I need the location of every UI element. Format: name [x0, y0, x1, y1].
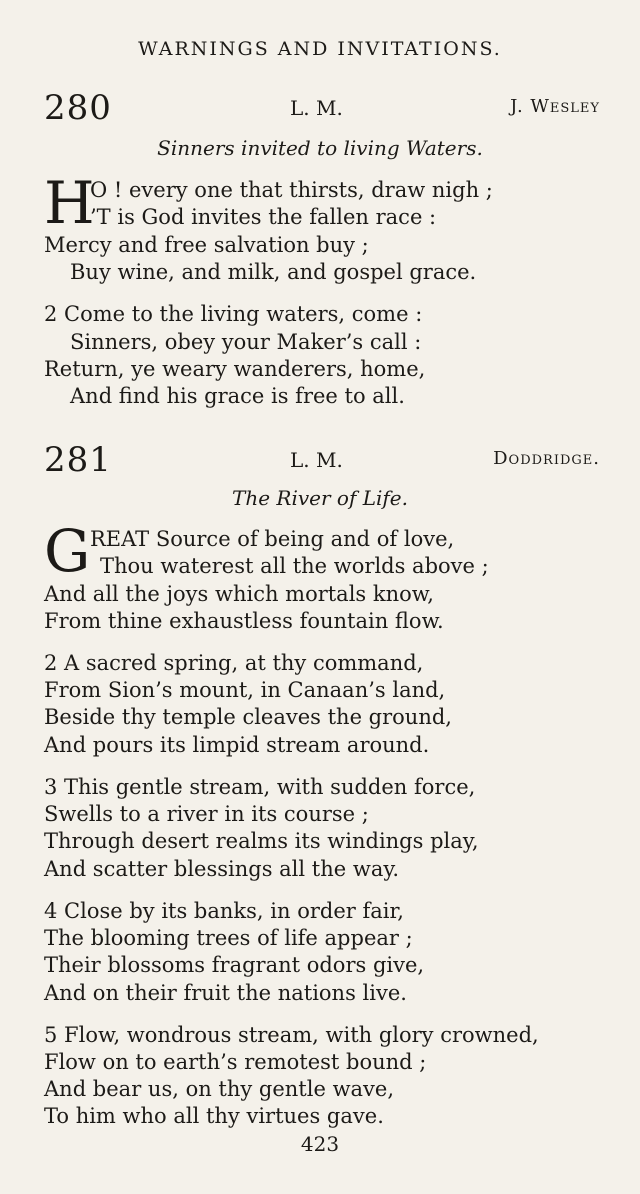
verse-line: Their blossoms fragrant odors give,	[44, 953, 425, 977]
verse-line: And pours its limpid stream around.	[44, 733, 430, 757]
hymn-meter: L. M.	[290, 448, 343, 472]
hymn-author: J. Wesley	[510, 96, 600, 117]
verse-line: And on their fruit the nations live.	[44, 981, 407, 1005]
hymn-281-heading	[44, 440, 600, 480]
verse-line: Thou waterest all the worlds above ;	[100, 554, 489, 578]
hymn-281-subtitle: The River of Life.	[232, 486, 408, 510]
verse-line: ’T is God invites the fallen race :	[90, 205, 437, 229]
verse-line: The blooming trees of life appear ;	[44, 926, 413, 950]
verse-line: REAT Source of being and of love,	[90, 527, 455, 551]
verse-line: 2 Come to the living waters, come :	[44, 302, 423, 326]
verse-line: Through desert realms its windings play,	[44, 829, 479, 853]
verse-line: And find his grace is free to all.	[70, 384, 405, 408]
verse-line: From Sion’s mount, in Canaan’s land,	[44, 678, 446, 702]
verse-line: From thine exhaustless fountain flow.	[44, 609, 444, 633]
hymn-author: Doddridge.	[493, 448, 600, 469]
page-number: 423	[300, 1132, 340, 1156]
verse-line: Mercy and free salvation buy ;	[44, 233, 369, 257]
verse-line: And scatter blessings all the way.	[44, 857, 400, 881]
verse-line: To him who all thy virtues gave.	[44, 1104, 384, 1128]
verse-line: Sinners, obey your Maker’s call :	[70, 330, 422, 354]
hymn-number: 280	[44, 88, 112, 128]
verse-line: And all the joys which mortals know,	[44, 582, 434, 606]
verse-line: Buy wine, and milk, and gospel grace.	[70, 260, 477, 284]
hymn-280-subtitle: Sinners invited to living Waters.	[157, 136, 483, 160]
verse-line: 5 Flow, wondrous stream, with glory crowned,	[44, 1023, 539, 1047]
drop-cap: G	[44, 517, 91, 585]
hymn-meter: L. M.	[290, 96, 343, 120]
drop-cap: H	[44, 169, 95, 237]
verse-line: Return, ye weary wanderers, home,	[44, 357, 426, 381]
verse-line: Flow on to earth’s remotest bound ;	[44, 1050, 427, 1074]
verse-line: 3 This gentle stream, with sudden force,	[44, 775, 476, 799]
verse-line: Swells to a river in its course ;	[44, 802, 369, 826]
verse-line: 2 A sacred spring, at thy command,	[44, 651, 424, 675]
hymn-280-heading	[44, 88, 600, 128]
verse-line: O ! every one that thirsts, draw nigh ;	[90, 178, 493, 202]
verse-line: And bear us, on thy gentle wave,	[44, 1077, 395, 1101]
verse-line: 4 Close by its banks, in order fair,	[44, 899, 404, 923]
hymn-number: 281	[44, 440, 112, 480]
verse-line: Beside thy temple cleaves the ground,	[44, 705, 452, 729]
running-header: WARNINGS AND INVITATIONS.	[138, 38, 502, 60]
